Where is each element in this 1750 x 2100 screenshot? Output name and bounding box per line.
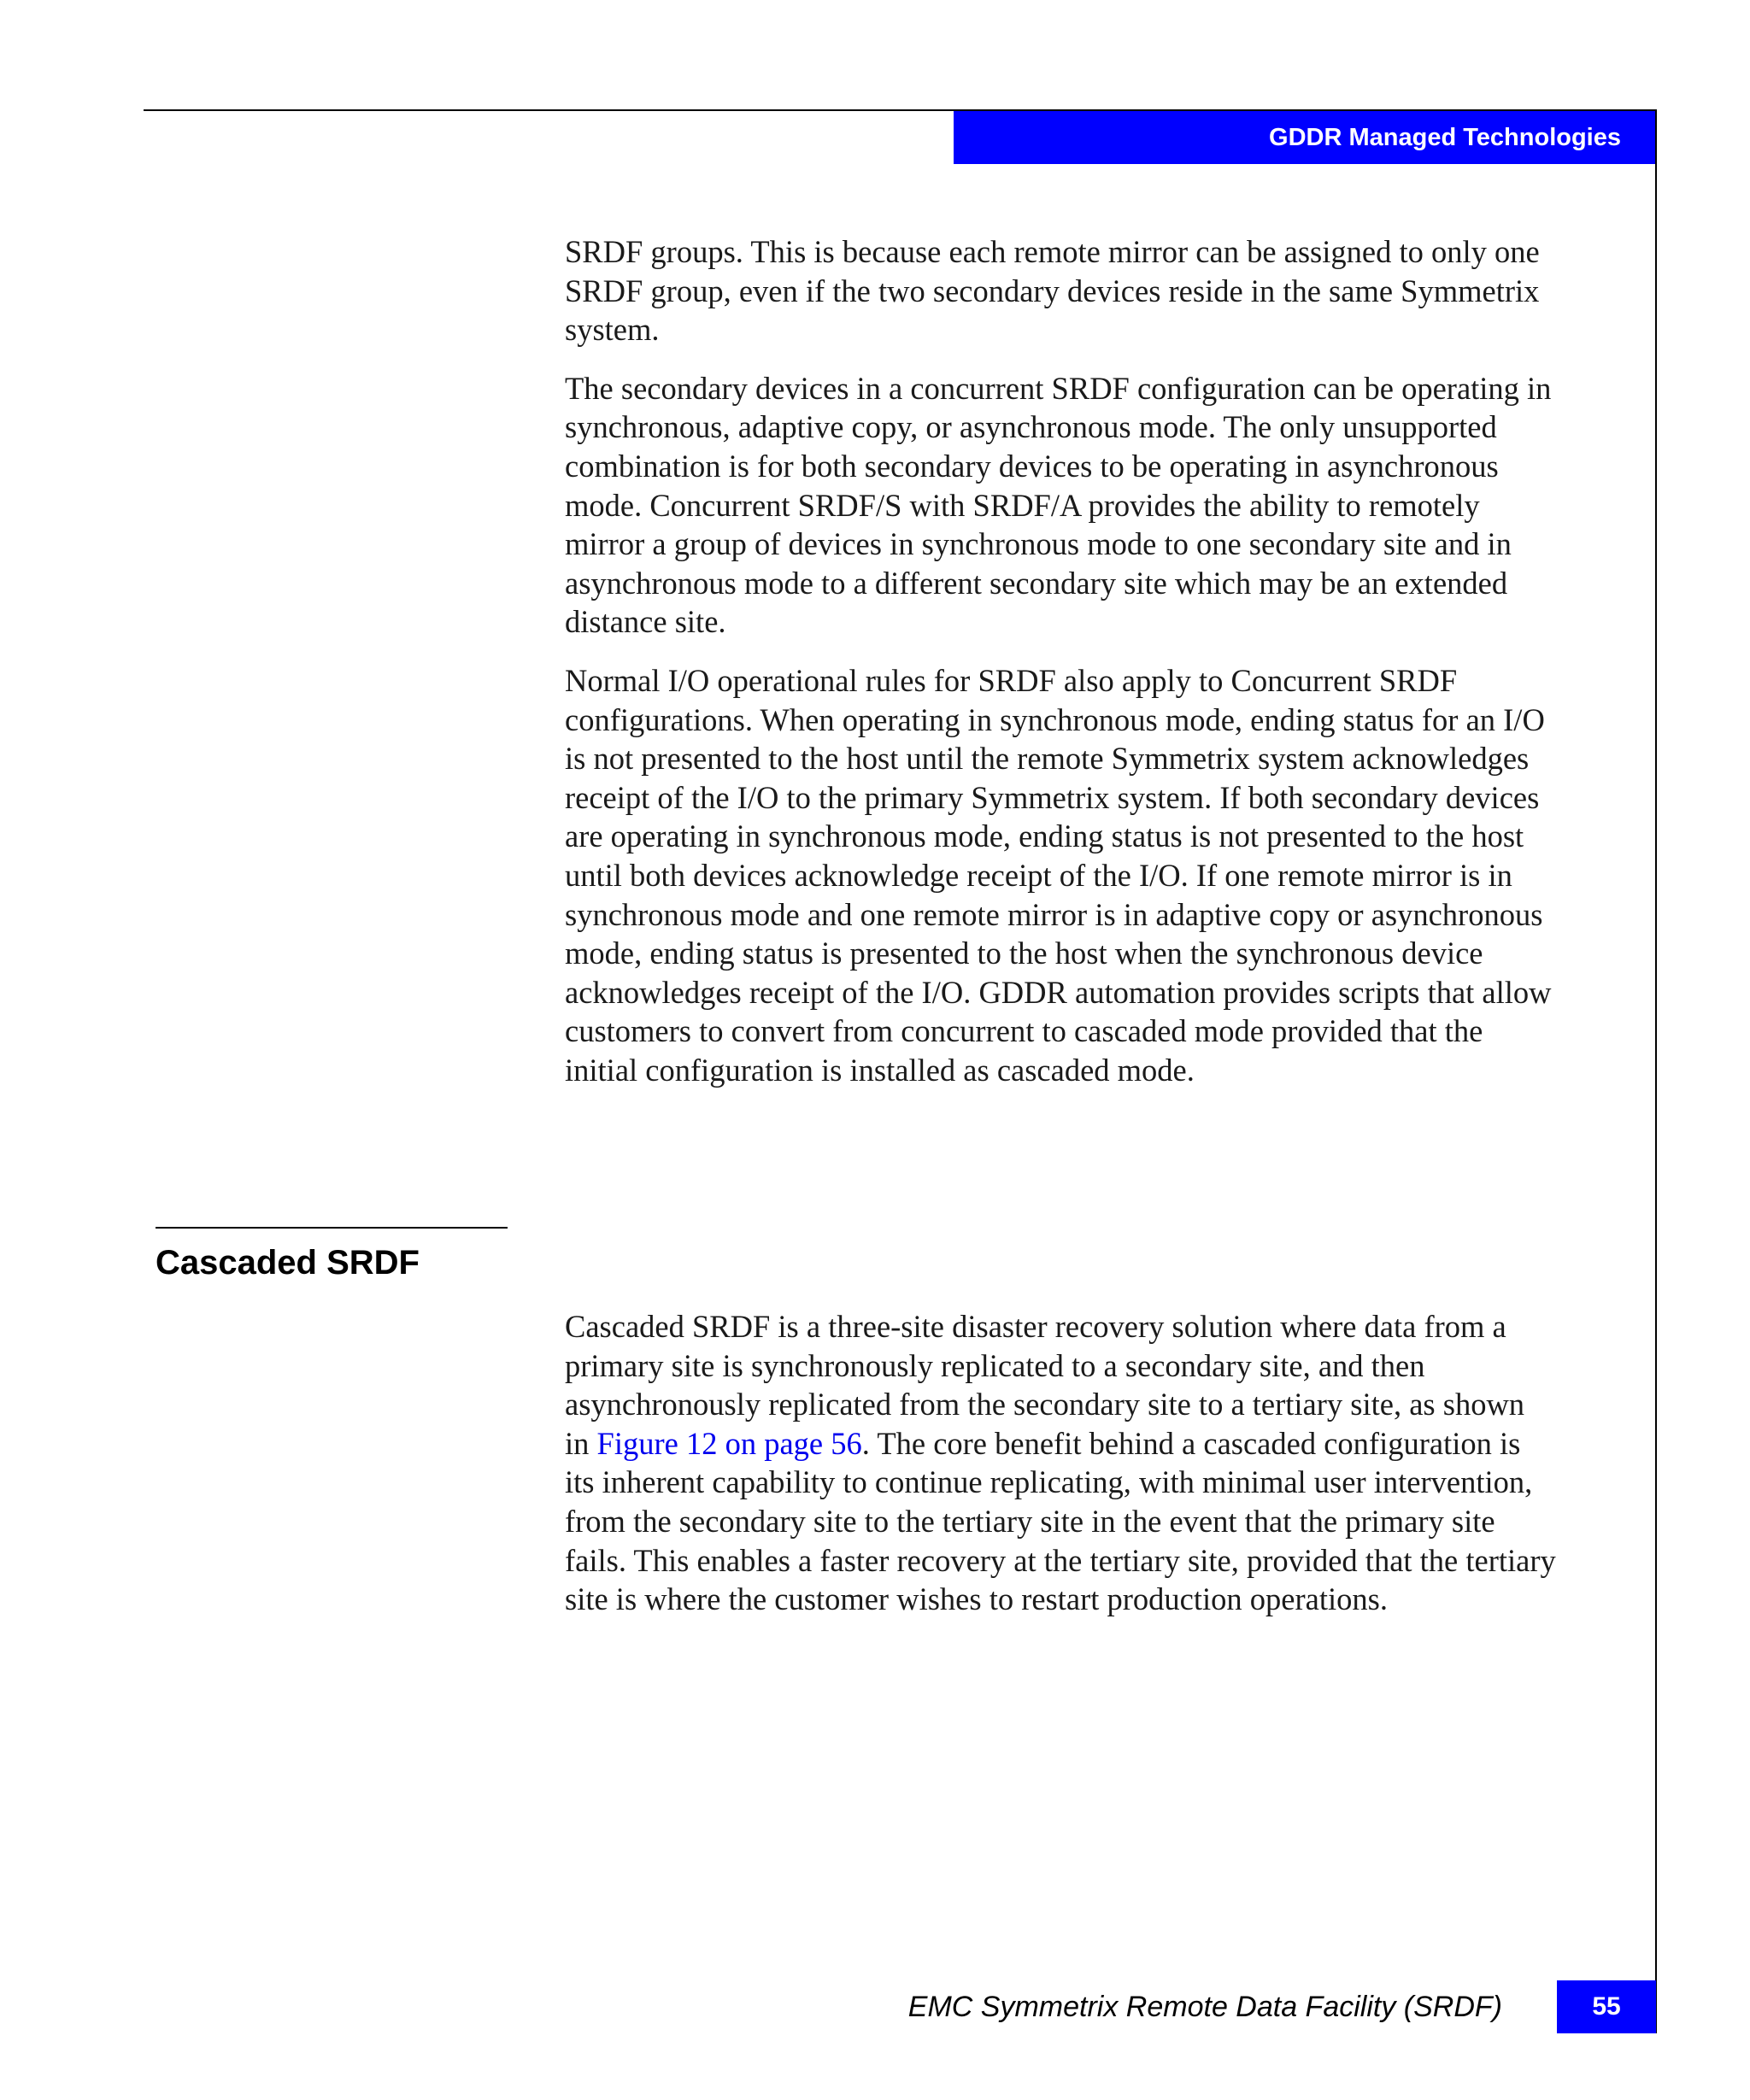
- running-header-title: GDDR Managed Technologies: [1269, 123, 1621, 151]
- page-edge-rule: [1655, 109, 1657, 2033]
- paragraph: The secondary devices in a concurrent SRDF configuration can be operating in synchronous, adaptive copy, or asynchronous mode. The only unsupported combination is for both secondary devices to be operating in asynchronous mode. Concurrent SRDF/S with SRDF/A provides the ability to remotely mirror a group of devices in synchronous mode to one secondary site and in asynchronous mode to a different secondary site which may be an extended distance site.: [565, 370, 1552, 640]
- paragraph: SRDF groups. This is because each remote mirror can be assigned to only one SRDF group, even if the two secondary devices reside in the same Symmetrix system.: [565, 234, 1540, 348]
- page-number-badge: [1557, 1980, 1656, 2033]
- body-text-lower: [565, 1307, 1556, 1619]
- paragraph: Normal I/O operational rules for SRDF also apply to Concurrent SRDF configurations. When operating in synchronous mode, ending status for an I/O is not presented to the host until the remote Symmetrix system acknowledges receipt of the I/O to the primary Symmetrix system. If both secondary devices are operating in synchronous mode, ending status is not presented to the host until both devices acknowledge receipt of the I/O. If one remote mirror is in synchronous mode and one remote mirror is in adaptive copy or asynchronous mode, ending status is presented to the host when the synchronous device acknowledges receipt of the I/O. GDDR automation provides scripts that allow customers to convert from concurrent to cascaded mode provided that the initial configuration is installed as cascaded mode.: [565, 662, 1552, 1088]
- page-number: 55: [1592, 1992, 1621, 2021]
- section-rule: [156, 1227, 508, 1229]
- section-heading: Cascaded SRDF: [156, 1244, 420, 1282]
- paragraph-text: Cascaded SRDF is a three-site disaster recovery solution where data from a primary site is synchronously replicated to a secondary site, and then asynchronously replicated from the secondary site to a tertiary site, as shown in: [565, 1309, 1525, 1461]
- footer-book-title: EMC Symmetrix Remote Data Facility (SRDF): [907, 1991, 1502, 2023]
- header-band: [954, 111, 1655, 164]
- paragraph: [565, 1307, 1556, 1619]
- body-text-upper: [565, 232, 1556, 1089]
- paragraph-text: . The core benefit behind a cascaded configuration is its inherent capability to continue replicating, with minimal user intervention, from the secondary site to the tertiary site in the event that the primary site fails. This enables a faster recovery at the tertiary site, provided that the tertiary site is where the customer wishes to restart production operations.: [565, 1425, 1556, 1617]
- figure-link[interactable]: Figure 12 on page 56: [596, 1425, 862, 1461]
